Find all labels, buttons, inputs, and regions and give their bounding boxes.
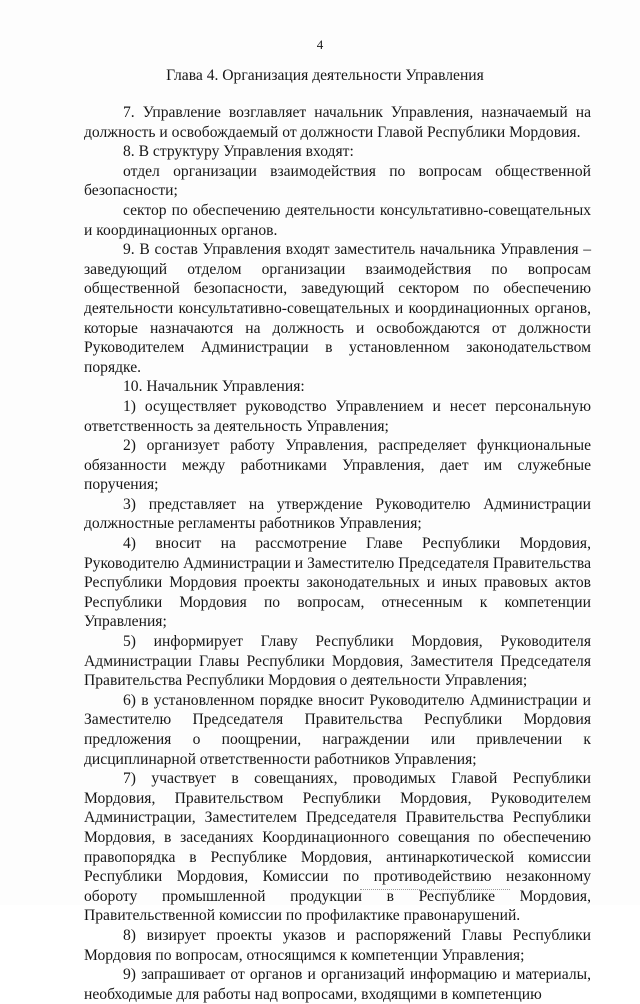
- duty-item-5: 5) информирует Главу Республики Мордовия, Руководителя Администрации Главы Республики Мордовия, Заместителя Председателя Правительства Республики Мордовия о деятельности Управления;: [84, 633, 591, 690]
- duty-item-4: 4) вносит на рассмотрение Главе Республики Мордовия, Руководителю Администрации и Заместителю Председателя Правительства Республики Мордовия проекты законодательных и иных правовых актов Республики Мордовия по вопросам, отнесенным к компетенции Управления;: [84, 535, 591, 631]
- structure-item-department: отдел организации взаимодействия по вопросам общественной безопасности;: [84, 162, 591, 200]
- scan-artifact: [360, 889, 510, 890]
- chapter-heading: Глава 4. Организация деятельности Управления: [166, 67, 484, 84]
- page-number: 4: [316, 37, 324, 52]
- duty-item-6: 6) в установленном порядке вносит Руководителю Администрации и Заместителю Председателя Правительства Республики Мордовия предложения о поощрении, награждении или привлечении к дисциплинарной ответственности работников Управления;: [84, 691, 591, 768]
- duty-item-7: 7) участвует в совещаниях, проводимых Главой Республики Мордовия, Правительством Республики Мордовия, Руководителем Администрации, Заместителем Председателя Правительства Республики Мордовия, в заседаниях Координационного совещания по обеспечению правопорядка в Республике Мордовия, антинаркотической комиссии Республики Мордовия, Комиссии по противодействию незаконному обороту промышленной продукции в Республике Мордовия, Правительственной комиссии по профилактике правонарушений.: [84, 770, 591, 925]
- duty-item-9: 9) запрашивает от органов и организаций информацию и материалы, необходимые для работы над вопросами, входящими в компетенцию: [84, 966, 591, 1003]
- paragraph-10: 10. Начальник Управления:: [123, 378, 305, 396]
- duty-item-8: 8) визирует проекты указов и распоряжений Главы Республики Мордовия по вопросам, относящимся к компетенции Управления;: [84, 926, 591, 964]
- paragraph-7: 7. Управление возглавляет начальник Управления, назначаемый на должность и освобождаемый от должности Главой Республики Мордовия.: [84, 104, 591, 141]
- duty-item-2: 2) организует работу Управления, распределяет функциональные обязанности между работниками Управления, дает им служебные поручения;: [84, 437, 591, 494]
- duty-item-1: 1) осуществляет руководство Управлением и несет персональную ответственность за деятельность Управления;: [84, 397, 591, 435]
- paragraph-9: 9. В состав Управления входят заместитель начальника Управления – заведующий отделом организации взаимодействия по вопросам общественной безопасности, заведующий сектором по обеспечению деятельности консультативно-совещательных и координационных органов, которые назначаются на должность и освобождаются от должности Руководителем Администрации в установленном законодательством порядке.: [84, 241, 591, 376]
- duty-item-3: 3) представляет на утверждение Руководителю Администрации должностные регламенты работников Управления;: [84, 495, 591, 533]
- structure-item-sector: сектор по обеспечению деятельности консультативно-совещательных и координационных органов.: [84, 201, 591, 239]
- document-body: [84, 103, 591, 1004]
- paragraph-8: 8. В структуру Управления входят:: [123, 143, 354, 161]
